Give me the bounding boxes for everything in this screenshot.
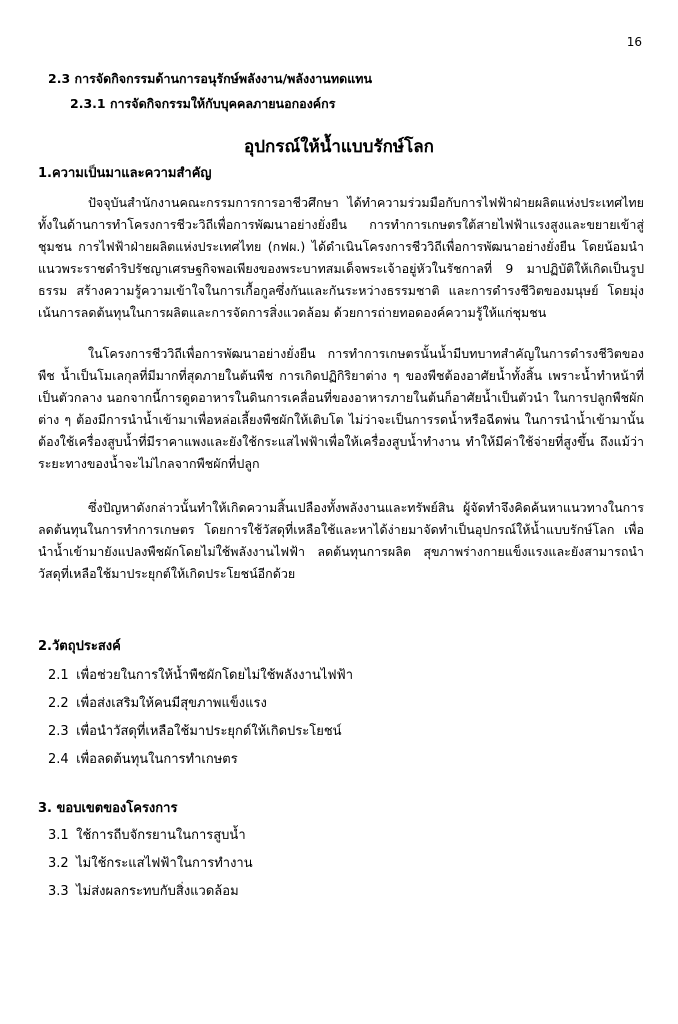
list-item: 2.3 เพื่อนำวัสดุที่เหลือใช้มาประยุกต์ให้เกิดประโยชน์ <box>48 724 342 739</box>
background-paragraph-1: ปัจจุบันสำนักงานคณะกรรมการการอาชีวศึกษา ได้ทำความร่วมมือกับการไฟฟ้าฝ่ายผลิตแห่งประเทศไทย ทั้งในด้านการทำโครงการชีวะวิถีเพื่อการพัฒนาอย่างยั่งยืน การทำการเกษตรใต้สายไฟฟ้าแรงสูงและขยายเข้าสู่ชุมชน การไฟฟ้าฝ่ายผลิตแห่งประเทศไทย (กฟผ.) ได้ดำเนินโครงการชีววิถีเพื่อการพัฒนาอย่างยั่งยืน โดยน้อมนำแนวพระราชดำริปรัชญาเศรษฐกิจพอเพียงของพระบาทสมเด็จพระเจ้าอยู่หัวในรัชกาลที่ 9 มาปฏิบัติให้เกิดเป็นรูปธรรม สร้างความรู้ความเข้าใจในการเกื้อกูลซึ่งกันและกันระหว่างธรรมชาติ และการดำรงชีวิตของมนุษย์ โดยมุ่งเน้นการลดต้นทุนในการผลิตและการจัดการสิ่งแวดล้อม ด้วยการถ่ายทอดองค์ความรู้ให้แก่ชุมชน <box>38 195 644 320</box>
list-item: 3.3 ไม่ส่งผลกระทบกับสิ่งแวดล้อม <box>48 884 239 899</box>
background-paragraph-3: ซึ่งปัญหาดังกล่าวนั้นทำให้เกิดความสิ้นเปลืองทั้งพลังงานและทรัพย์สิน ผู้จัดทำจึงคิดค้นหาแนวทางในการลดต้นทุนในการทำการเกษตร โดยการใช้วัสดุที่เหลือใช้และหาได้ง่ายมาจัดทำเป็นอุปกรณ์ให้น้ำแบบรักษ์โลก เพื่อนำน้ำเข้ามายังแปลงพืชผักโดยไม่ใช้พลังงานไฟฟ้า ลดต้นทุนการผลิต สุขภาพร่างกายแข็งแรงและยังสามารถนำวัสดุที่เหลือใช้มาประยุกต์ให้เกิดประโยชน์อีกด้วย <box>38 500 644 581</box>
objectives-heading: 2.วัตถุประสงค์ <box>38 639 121 654</box>
list-item: 3.1 ใช้การถีบจักรยานในการสูบน้ำ <box>48 828 246 843</box>
background-heading: 1.ความเป็นมาและความสำคัญ <box>38 166 212 181</box>
document-title: อุปกรณ์ให้น้ำแบบรักษ์โลก <box>244 137 434 157</box>
page-number: 16 <box>626 35 642 49</box>
list-item: 2.1 เพื่อช่วยในการให้น้ำพืชผักโดยไม่ใช้พลังงานไฟฟ้า <box>48 668 354 683</box>
background-paragraph-2: ในโครงการชีววิถีเพื่อการพัฒนาอย่างยั่งยืน การทำการเกษตรนั้นน้ำมีบทบาทสำคัญในการดำรงชีวิตของพืช น้ำเป็นโมเลกุลที่มีมากที่สุดภายในต้นพืช การเกิดปฏิกิริยาต่าง ๆ ของพืชต้องอาศัยน้ำทั้งสิ้น เพราะน้ำทำหน้าที่เป็นตัวกลาง นอกจากนี้การดูดอาหารในดินการเคลื่อนที่ของอาหารภายในต้นก็อาศัยน้ำเป็นตัวนำ ในการปลูกพืชผักต่าง ๆ ต้องมีการนำน้ำเข้ามาเพื่อหล่อเลี้ยงพืชผักให้เติบโต ไม่ว่าจะเป็นการรดน้ำหรือฉีดพ่น ในการนำน้ำเข้ามานั้นต้องใช้เครื่องสูบน้ำที่มีราคาแพงและยังใช้กระแสไฟฟ้าเพื่อให้เครื่องสูบน้ำทำงาน ทำให้มีค่าใช้จ่ายที่สูงขึ้น ถึงแม้ว่าระยะทางของน้ำจะไม่ไกลจากพืชผักที่ปลูก <box>38 346 644 471</box>
list-item: 2.4 เพื่อลดต้นทุนในการทำเกษตร <box>48 752 238 767</box>
scope-list <box>48 822 253 906</box>
section-heading: 2.3 การจัดกิจกรรมด้านการอนุรักษ์พลังงาน/พลังงานทดแทน <box>48 71 373 86</box>
objectives-list <box>48 662 353 774</box>
list-item: 3.2 ไม่ใช้กระแสไฟฟ้าในการทำงาน <box>48 856 253 871</box>
scope-heading: 3. ขอบเขตของโครงการ <box>38 801 178 816</box>
list-item: 2.2 เพื่อส่งเสริมให้คนมีสุขภาพแข็งแรง <box>48 696 267 711</box>
subsection-heading: 2.3.1 การจัดกิจกรรมให้กับบุคคลภายนอกองค์กร <box>70 96 336 111</box>
